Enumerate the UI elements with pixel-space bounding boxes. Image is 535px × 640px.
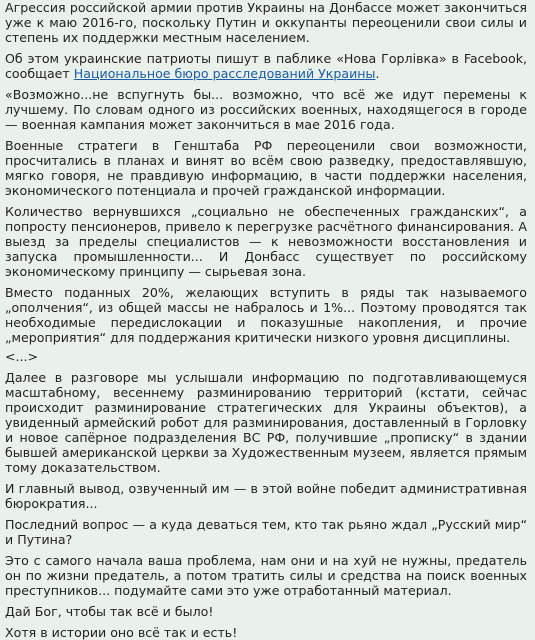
paragraph-intro: Агрессия российской армии против Украины на Донбассе может закончиться уже к маю 2016-го, поскольку Путин и оккупанты переоценили свои силы и степень их поддержки местным населением. — [5, 0, 527, 45]
source-text-end: . — [375, 66, 380, 81]
paragraph-last-question: Последний вопрос — а куда деваться тем, кто так рьяно ждал „Русский мир“ и Путина? — [5, 517, 527, 547]
source-link[interactable]: Национальное бюро расследований Украины — [73, 66, 376, 81]
paragraph-answer: Это с самого начала ваша проблема, нам они и на хуй не нужны, предатель он по жизни предатель, а потом тратить силы и средства на поиск военных преступников... подумайте сами это уже отработанный материал. — [5, 553, 527, 598]
paragraph-pensioners: Количество вернувшихся „социально не обеспеченных гражданских“, а попросту пенсионеров, привело к перегрузке расчётного финансирования. А выезд за пределы специалистов — к невозможности восстановления и запуска промышленности... И Донбасс существует по российскому экономическому принципу — сырьевая зона. — [5, 204, 527, 279]
source-text: Об этом украинские патриоты пишут в паблике «Нова Горлівка» в Facebook, сообщает — [5, 51, 527, 81]
paragraph-strategists: Военные стратеги в Генштаба РФ переоценили свои возможности, просчитались в планах и винят во всём свою разведку, предоставлявшую, мягко говоря, не правдивую информацию, в части поддержки населения, экономического потенциала и прочей гражданской информации. — [5, 138, 527, 198]
paragraph-demining: Далее в разговоре мы услышали информацию по подготавливающемуся масштабному, весеннему разминированию территорий (кстати, сейчас происходит разминирование стратегических для Украины объектов), а увиденный армейский робот для разминирования, доставленный в Горловку и новое сапёрное подразделения ВС РФ, получившие „прописку“ в здании бывшей американской церкви за Художественным музеем, является прямым тому доказательством. — [5, 370, 527, 475]
paragraph-history: Хотя в истории оно всё так и есть! — [5, 625, 238, 640]
paragraph-source — [5, 51, 527, 81]
paragraph-militia: Вместо поданных 20%, желающих вступить в ряды так называемого „ополчения“, из общей массы не набралось и 1%... Поэтому проводятся так необходимые передислокации и показушные накопления, и прочие „мероприятия“ для поддержания критически низкого уровня дисциплины. — [5, 285, 527, 345]
paragraph-wish: Дай Бог, чтобы так всё и было! — [5, 604, 214, 619]
paragraph-quote-start: «Возможно...не вспугнуть бы... возможно, что всё же идут перемены к лучшему. По словам одного из российских военных, находящегося в городе — военная кампания может закончиться в мае 2016 года. — [5, 87, 527, 132]
omission-separator: <...> — [5, 349, 39, 364]
paragraph-conclusion: И главный вывод, озвученный им — в этой войне победит административная бюрократия... — [5, 481, 527, 511]
